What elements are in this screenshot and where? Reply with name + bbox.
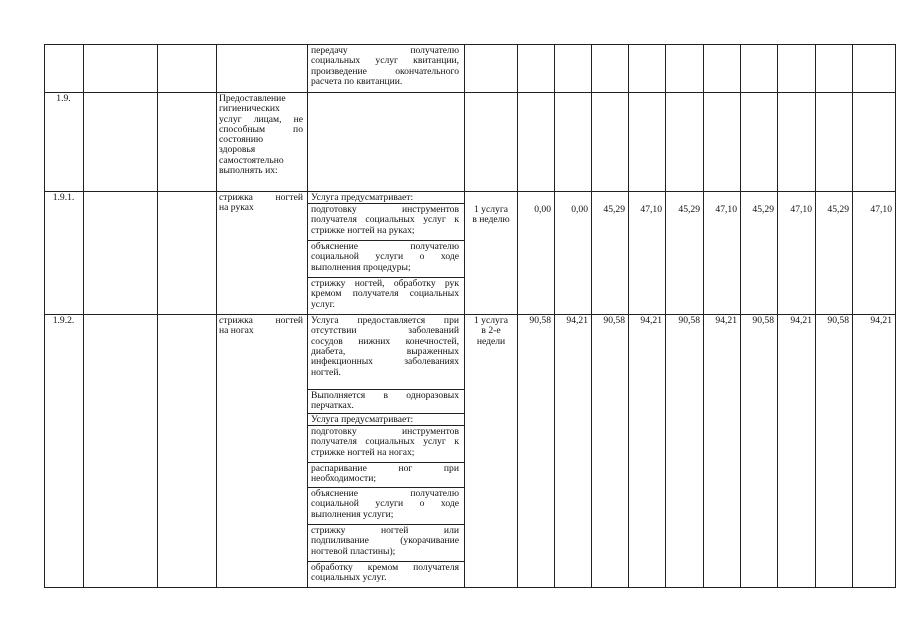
desc-line: социальных услуг квитанции, <box>311 55 459 67</box>
name-line: здоровья <box>219 144 256 156</box>
row-number: 1.9.1. <box>52 192 75 203</box>
col-line <box>895 44 896 588</box>
col-line <box>157 44 158 588</box>
desc-line: отсутствии заболеваний <box>311 325 459 337</box>
row-divider-1-9-1 <box>44 191 896 192</box>
value-cell: 45,29 <box>678 204 700 215</box>
value-cell: 47,10 <box>640 204 662 215</box>
desc-line: диабета, выраженных <box>311 345 459 357</box>
desc-item <box>311 279 459 300</box>
frequency-line: в неделю <box>472 214 510 226</box>
value-cell: 45,29 <box>752 204 774 215</box>
desc-line: обработку кремом получателя <box>311 562 459 573</box>
value-cell: 90,58 <box>752 315 774 326</box>
desc-intro-last <box>311 368 459 378</box>
service-name-last <box>219 203 303 213</box>
desc-item-last <box>311 474 459 484</box>
name-line: самостоятельно <box>219 154 284 166</box>
desc-line: инфекционных заболеваниях <box>311 356 459 368</box>
value-cell: 45,29 <box>827 204 849 215</box>
table-top-border <box>44 44 896 45</box>
desc-header: Услуга предусматривает: <box>311 192 414 203</box>
name-line: состоянию <box>219 134 264 146</box>
desc-line: стрижку ногтей, обработку рук <box>311 278 459 289</box>
desc-line: необходимости; <box>311 473 377 485</box>
desc-line: Выполняется в одноразовых <box>311 390 459 401</box>
desc-line: передачу получателю <box>311 45 459 56</box>
value-cell: 90,58 <box>603 315 625 326</box>
value-cell: 94,21 <box>640 315 662 326</box>
value-cell: 94,21 <box>566 315 588 326</box>
desc-line: сосудов нижних конечностей, <box>311 335 459 347</box>
desc-line: расчета по квитанции. <box>311 76 403 87</box>
value-cell: 47,10 <box>870 204 892 215</box>
desc-item-last <box>311 448 459 458</box>
row-divider-1-9 <box>44 92 896 93</box>
desc-gloves-last <box>311 401 459 411</box>
desc-item-last <box>311 510 459 520</box>
value-cell: 94,21 <box>715 315 737 326</box>
name-line: услуг лицам, не <box>219 113 303 125</box>
row-1-8-description-last <box>311 77 459 87</box>
frequency-line: 1 услуга <box>473 204 509 215</box>
name-line: гигиенических <box>219 103 280 115</box>
value-cell: 90,58 <box>529 315 551 326</box>
value-cell: 45,29 <box>603 204 625 215</box>
desc-line: ногтевой пластины); <box>311 545 396 557</box>
desc-line: социальной услуги о ходе <box>311 498 459 510</box>
desc-line: Услуга предоставляется при <box>311 315 459 326</box>
service-group-name <box>219 94 303 115</box>
desc-line: подпиливание (укорачивание <box>311 535 459 547</box>
desc-item-last <box>311 226 459 236</box>
value-cell: 90,58 <box>678 315 700 326</box>
value-cell: 47,10 <box>790 204 812 215</box>
frequency <box>465 316 517 347</box>
service-name-last <box>219 326 303 336</box>
desc-line: ногтей. <box>311 366 341 378</box>
name-line: стрижка ногтей <box>219 192 303 203</box>
desc-line: кремом получателя социальных <box>311 288 459 300</box>
desc-line: социальной услуги о ходе <box>311 251 459 263</box>
desc-item-last <box>311 573 459 583</box>
desc-item <box>311 205 459 226</box>
frequency <box>465 205 517 226</box>
desc-line: стрижке ногтей на ногах; <box>311 446 415 458</box>
desc-intro <box>311 316 459 367</box>
desc-item <box>311 427 459 448</box>
desc-line: получателя социальных услуг к <box>311 436 459 448</box>
desc-line: подготовку инструментов <box>311 426 459 437</box>
name-line: стрижка ногтей <box>219 315 303 326</box>
row-number: 1.9.2. <box>52 315 75 326</box>
desc-item-last <box>311 300 459 310</box>
name-line: выполнять их: <box>219 165 278 177</box>
desc-item-last <box>311 263 459 273</box>
desc-item-last <box>311 547 459 557</box>
desc-item <box>311 242 459 263</box>
name-line: на ногах <box>219 325 254 337</box>
value-cell: 0,00 <box>571 204 588 215</box>
table-bottom-border <box>44 587 896 588</box>
desc-line: объяснение получателю <box>311 241 459 252</box>
desc-line: объяснение получателю <box>311 488 459 499</box>
value-cell: 0,00 <box>534 204 551 215</box>
name-line: способным по <box>219 123 303 135</box>
desc-line: перчатках. <box>311 400 354 412</box>
desc-line: социальных услуг. <box>311 572 387 584</box>
desc-line: выполнения услуги; <box>311 508 394 520</box>
col-line <box>307 44 308 588</box>
desc-header: Услуга предусматривает: <box>311 414 414 425</box>
desc-line: стрижке ногтей на руках; <box>311 224 415 236</box>
frequency-line: в 2-е <box>481 325 501 337</box>
desc-line: произведение окончательного <box>311 65 459 77</box>
frequency-line: недели <box>476 335 506 347</box>
value-cell: 94,21 <box>790 315 812 326</box>
desc-line: получателя социальных услуг к <box>311 214 459 226</box>
name-line: на руках <box>219 202 254 214</box>
row-number: 1.9. <box>56 93 71 104</box>
value-cell: 90,58 <box>827 315 849 326</box>
service-group-name-rest <box>219 135 303 176</box>
col-line <box>83 44 84 588</box>
value-cell: 94,21 <box>870 315 892 326</box>
value-cell: 47,10 <box>715 204 737 215</box>
desc-line: распаривание ног при <box>311 463 459 474</box>
service-group-name-justified <box>219 115 303 136</box>
row-1-8-description <box>311 46 459 77</box>
name-line: Предоставление <box>219 93 286 104</box>
desc-line: подготовку инструментов <box>311 204 459 215</box>
desc-line: стрижку ногтей или <box>311 525 459 536</box>
col-line <box>216 44 217 588</box>
desc-item <box>311 526 459 547</box>
desc-line: услуг. <box>311 298 335 310</box>
desc-line: выполнения процедуры; <box>311 261 411 273</box>
frequency-line: 1 услуга <box>473 315 509 326</box>
desc-item <box>311 489 459 510</box>
